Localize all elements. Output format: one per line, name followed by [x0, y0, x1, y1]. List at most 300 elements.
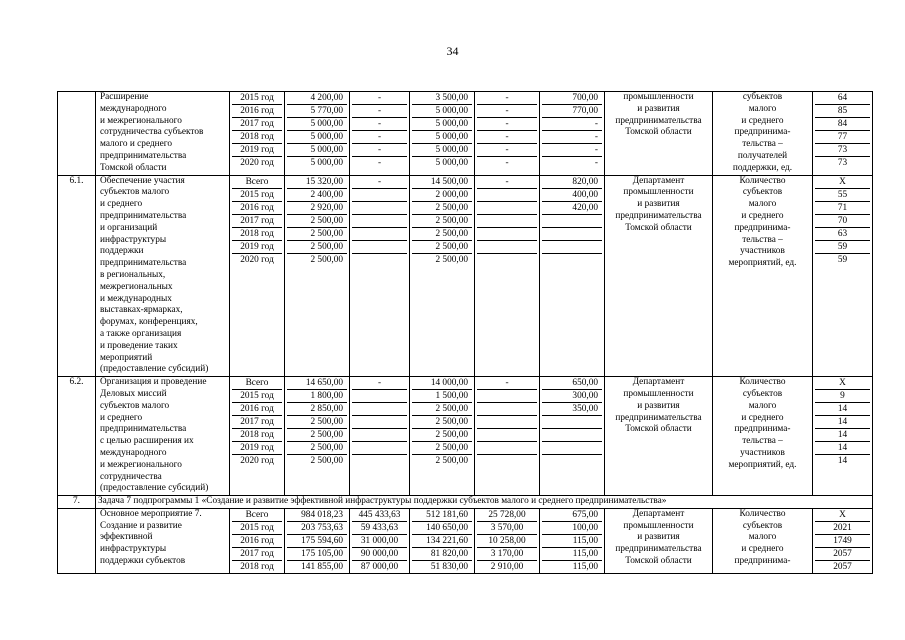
year-cell-line: 2015 год [232, 92, 282, 105]
local-cell [475, 92, 540, 176]
executor [605, 175, 713, 377]
federal-cell-line: - [377, 158, 382, 168]
indicator-name-line: поддержки, ед. [732, 162, 793, 173]
regional-cell-line: 2 500,00 [435, 456, 468, 467]
federal-cell-line [352, 215, 407, 228]
regional-cell-line: 81 820,00 [412, 548, 472, 561]
executor-line: и развития [637, 532, 680, 543]
federal-cell-line: - [352, 144, 407, 157]
extra-cell-line [542, 442, 602, 455]
executor-line: предпринимательства [615, 412, 702, 423]
year-cell-line: 2016 год [232, 105, 282, 118]
executor-line: промышленности [623, 388, 694, 399]
federal-cell-line: - [352, 118, 407, 131]
executor-line: промышленности [623, 187, 694, 198]
regional-cell-line: 5 000,00 [412, 131, 472, 144]
task-title: Задача 7 подпрограммы 1 «Создание и развитие эффективной инфраструктуры поддержки субъектов малого и среднего предпринимательства» [96, 496, 873, 509]
federal-cell-line [352, 403, 407, 416]
local-cell-line: 10 258,00 [477, 535, 537, 548]
table-row [58, 508, 873, 573]
activity-name-line: Обеспечение участия [100, 175, 185, 186]
activity-name-line: и проведение таких [100, 340, 178, 351]
activity-name [96, 377, 230, 496]
regional-cell-line: 140 650,00 [412, 522, 472, 535]
activity-name-line: поддержки субъектов [100, 556, 186, 567]
regional-cell-line: 5 000,00 [412, 118, 472, 131]
local-cell-line [477, 455, 537, 467]
local-cell-line [477, 241, 537, 254]
indicator-name-line: субъектов [742, 388, 783, 399]
indicator-value-line: 59 [815, 241, 870, 254]
executor [605, 377, 713, 496]
executor-line: Томской области [625, 222, 692, 233]
activity-name-line: мероприятий [100, 352, 153, 363]
local-cell-line [477, 228, 537, 241]
extra-cell-line [542, 455, 602, 467]
total-cell-line: 5 000,00 [287, 131, 347, 144]
total-cell-line: 5 000,00 [310, 158, 343, 168]
total-cell-line: 2 500,00 [287, 442, 347, 455]
activity-name-line: в региональных, [100, 269, 166, 280]
federal-cell-line: - [352, 92, 407, 105]
local-cell-line: - [477, 377, 537, 390]
indicator-name-line: тельства – [742, 234, 783, 245]
indicator-name-line: мероприятий, ед. [728, 459, 797, 470]
year-cell-line: 2018 год [232, 429, 282, 442]
indicator-value [813, 92, 873, 176]
total-cell-line: 2 500,00 [287, 215, 347, 228]
indicator-value-line: 14 [837, 456, 848, 467]
activity-name-line: предпринимательства [100, 210, 187, 221]
regional-cell-line: 2 500,00 [412, 416, 472, 429]
activity-name [96, 175, 230, 377]
indicator-value-line: 1749 [815, 535, 870, 548]
indicator-name-line: мероприятий, ед. [728, 258, 797, 269]
regional-cell-line: 2 500,00 [412, 429, 472, 442]
federal-cell-line [352, 202, 407, 215]
executor-line: предпринимательства [615, 544, 702, 555]
executor-line: промышленности [623, 520, 694, 531]
federal-cell-line [352, 416, 407, 429]
local-cell [475, 377, 540, 496]
federal-cell-line [352, 390, 407, 403]
executor-line: Томской области [625, 556, 692, 567]
total-cell-line: 2 400,00 [287, 189, 347, 202]
total-cell-line: 2 500,00 [310, 254, 343, 265]
federal-cell-line: 445 433,63 [352, 509, 407, 522]
total-cell-line: 2 920,00 [287, 202, 347, 215]
total-cell-line: 2 500,00 [287, 429, 347, 442]
indicator-value-line: 70 [815, 215, 870, 228]
extra-cell-line: 350,00 [542, 403, 602, 416]
total-cell [285, 92, 350, 176]
indicator-name-line: участников [740, 246, 785, 257]
total-cell-line: 2 850,00 [287, 403, 347, 416]
extra-cell-line: - [542, 118, 602, 131]
year-cell-line: Всего [232, 176, 282, 189]
year-cell-line: 2016 год [232, 403, 282, 416]
federal-cell-line: 31 000,00 [352, 535, 407, 548]
year-cell [230, 92, 285, 176]
local-cell-line: - [505, 158, 509, 168]
activity-name [96, 508, 230, 573]
activity-name-line: и среднего [100, 412, 143, 423]
total-cell-line: 5 770,00 [287, 105, 347, 118]
federal-cell-line [352, 429, 407, 442]
activity-name-line: Деловых миссий [100, 388, 167, 399]
local-cell-line: 2 910,00 [490, 561, 524, 572]
indicator-name-line: и среднего [741, 210, 784, 221]
indicator-name-line: и среднего [741, 544, 784, 555]
activity-name-line: и организаций [100, 222, 158, 233]
indicator-value-line: 73 [815, 144, 870, 157]
total-cell-line: 141 855,00 [301, 561, 343, 572]
extra-cell-line [542, 254, 602, 266]
local-cell-line [477, 442, 537, 455]
year-cell-line: 2018 год [232, 228, 282, 241]
indicator-name-line: малого [748, 532, 777, 543]
total-cell-line: 175 594,60 [287, 535, 347, 548]
table-row [58, 377, 873, 496]
federal-cell-line: - [352, 105, 407, 118]
extra-cell-line: - [594, 158, 598, 168]
activity-name-line: с целью расширения их [100, 436, 194, 447]
extra-cell-line: 820,00 [542, 176, 602, 189]
year-cell-line: 2016 год [232, 202, 282, 215]
total-cell-line: 1 800,00 [287, 390, 347, 403]
local-cell-line: - [477, 131, 537, 144]
federal-cell [350, 175, 410, 377]
activity-name-line: эффективной [100, 532, 153, 543]
executor-line: Томской области [625, 127, 692, 138]
indicator-value-line: 55 [815, 189, 870, 202]
federal-cell-line: 59 433,63 [352, 522, 407, 535]
indicator-value-line: X [815, 377, 870, 390]
indicator-name-line: предпринима- [734, 127, 791, 138]
activity-name-line: Томской области [100, 162, 167, 173]
extra-cell-line: 100,00 [542, 522, 602, 535]
indicator-name-line: Количество [739, 377, 786, 388]
activity-name-line: Расширение [100, 92, 149, 102]
regional-cell-line: 2 500,00 [412, 215, 472, 228]
indicator-name-line: получателей [737, 150, 788, 161]
indicator-name-line: предпринима- [734, 222, 791, 233]
year-cell-line: 2020 год [240, 158, 274, 168]
indicator-value-line: 9 [815, 390, 870, 403]
local-cell-line [477, 254, 537, 266]
federal-cell-line: - [352, 131, 407, 144]
indicator-value-line: 64 [815, 92, 870, 105]
executor-line: промышленности [623, 92, 694, 102]
activity-name-line: инфраструктуры [100, 544, 167, 555]
activity-name-line: и межрегионального [100, 115, 182, 126]
row-number: 6.1. [58, 175, 96, 377]
local-cell-line: 3 570,00 [477, 522, 537, 535]
indicator-name-line: субъектов [742, 520, 783, 531]
activity-name-line: и международных [100, 293, 172, 304]
extra-cell-line: - [542, 131, 602, 144]
regional-cell-line: 3 500,00 [412, 92, 472, 105]
indicator-value [813, 175, 873, 377]
activity-name-line: субъектов малого [100, 400, 170, 411]
year-cell-line: 2018 год [240, 561, 274, 572]
activity-name-line: и межрегионального [100, 459, 182, 470]
indicator-value-line: 77 [815, 131, 870, 144]
activity-name-line: сотрудничества [100, 471, 162, 482]
extra-cell-line: 300,00 [542, 390, 602, 403]
indicator-name-line: тельства – [742, 436, 783, 447]
indicator-value-line: X [815, 176, 870, 189]
indicator-value-line: 14 [815, 403, 870, 416]
activity-name-line: инфраструктуры [100, 234, 167, 245]
table-row [58, 175, 873, 377]
year-cell [230, 508, 285, 573]
local-cell-line: - [477, 118, 537, 131]
indicator-value [813, 508, 873, 573]
year-cell-line: 2017 год [232, 548, 282, 561]
regional-cell [410, 377, 475, 496]
regional-cell-line: 2 000,00 [412, 189, 472, 202]
activity-name-line: предпринимательства [100, 150, 187, 161]
indicator-value-line: 2021 [815, 522, 870, 535]
year-cell-line: 2016 год [232, 535, 282, 548]
activity-name-line: сотрудничества субъектов [100, 127, 204, 138]
year-cell-line: 2015 год [232, 522, 282, 535]
executor-line: Томской области [625, 424, 692, 435]
federal-cell-line: - [352, 377, 407, 390]
year-cell-line: 2019 год [232, 442, 282, 455]
total-cell [285, 377, 350, 496]
extra-cell-line [542, 228, 602, 241]
regional-cell [410, 92, 475, 176]
regional-cell [410, 175, 475, 377]
indicator-value-line: 73 [837, 158, 848, 168]
regional-cell-line: 2 500,00 [412, 241, 472, 254]
regional-cell [410, 508, 475, 573]
total-cell [285, 175, 350, 377]
indicator-value-line: 59 [837, 254, 848, 265]
extra-cell-line: 420,00 [542, 202, 602, 215]
indicator-name-line: малого [748, 103, 777, 114]
indicator-name-line: Количество [739, 175, 786, 186]
federal-cell [350, 377, 410, 496]
activity-name-line: форумах, конференциях, [100, 317, 198, 328]
local-cell-line [477, 416, 537, 429]
extra-cell-line: 115,00 [572, 561, 598, 572]
total-cell-line: 2 500,00 [287, 241, 347, 254]
federal-cell-line [352, 455, 407, 467]
indicator-value-line: X [815, 509, 870, 522]
activity-name-line: Создание и развитие [100, 520, 182, 531]
year-cell [230, 377, 285, 496]
year-cell-line: 2019 год [232, 144, 282, 157]
page-number: 34 [446, 44, 459, 58]
regional-cell-line: 1 500,00 [412, 390, 472, 403]
indicator-name-line: малого [748, 199, 777, 210]
federal-cell-line: 90 000,00 [352, 548, 407, 561]
activity-name [96, 92, 230, 176]
federal-cell-line [352, 254, 407, 266]
year-cell-line: Всего [232, 377, 282, 390]
total-cell-line: 5 000,00 [287, 144, 347, 157]
indicator-name-line: субъектов [742, 92, 783, 102]
activity-name-line: выставках-ярмарках, [100, 305, 183, 316]
total-cell-line: 203 753,63 [287, 522, 347, 535]
activity-name-line: международного [100, 103, 167, 114]
year-cell-line: 2020 год [240, 456, 274, 467]
activity-name-line: малого и среднего [100, 139, 173, 150]
year-cell-line: 2017 год [232, 118, 282, 131]
task-row [58, 496, 873, 509]
total-cell [285, 508, 350, 573]
executor-line: предпринимательства [615, 115, 702, 126]
total-cell-line: 2 500,00 [287, 228, 347, 241]
indicator-value [813, 377, 873, 496]
regional-cell-line: 2 500,00 [412, 228, 472, 241]
indicator-name-line: предпринима- [734, 424, 791, 435]
total-cell-line: 2 500,00 [310, 456, 343, 467]
row-number: 7. [58, 496, 96, 509]
indicator-name [713, 377, 813, 496]
total-cell-line: 984 018,23 [287, 509, 347, 522]
indicator-name-line: участников [740, 447, 785, 458]
extra-cell-line [542, 215, 602, 228]
executor-line: Департамент [632, 175, 685, 186]
indicator-name-line: предпринима- [734, 556, 791, 567]
activity-name-line: международного [100, 447, 167, 458]
year-cell-line: 2018 год [232, 131, 282, 144]
local-cell [475, 508, 540, 573]
row-number [58, 508, 96, 573]
regional-cell-line: 14 500,00 [412, 176, 472, 189]
federal-cell [350, 92, 410, 176]
extra-cell-line: 115,00 [542, 548, 602, 561]
year-cell-line: 2020 год [240, 254, 274, 265]
table-row [58, 92, 873, 176]
local-cell-line [477, 403, 537, 416]
federal-cell-line: 87 000,00 [360, 561, 399, 572]
extra-cell-line: 770,00 [542, 105, 602, 118]
indicator-name-line: субъектов [742, 187, 783, 198]
extra-cell-line: - [542, 144, 602, 157]
activity-name-line: Основное мероприятие 7. [100, 508, 202, 519]
indicator-name [713, 92, 813, 176]
total-cell-line: 15 320,00 [287, 176, 347, 189]
regional-cell-line: 134 221,60 [412, 535, 472, 548]
local-cell-line: - [477, 144, 537, 157]
indicator-name-line: тельства – [742, 139, 783, 150]
regional-cell-line: 51 830,00 [430, 561, 468, 572]
federal-cell-line [352, 189, 407, 202]
extra-cell [540, 92, 605, 176]
local-cell-line: 25 728,00 [477, 509, 537, 522]
year-cell-line: 2015 год [232, 189, 282, 202]
extra-cell-line [542, 241, 602, 254]
extra-cell-line [542, 429, 602, 442]
local-cell-line: - [477, 92, 537, 105]
federal-cell-line [352, 442, 407, 455]
indicator-value-line: 14 [815, 416, 870, 429]
total-cell-line: 2 500,00 [287, 416, 347, 429]
activity-name-line: а также организация [100, 328, 182, 339]
extra-cell-line: 700,00 [542, 92, 602, 105]
local-cell-line: 3 170,00 [477, 548, 537, 561]
regional-cell-line: 2 500,00 [412, 202, 472, 215]
extra-cell-line: 675,00 [542, 509, 602, 522]
indicator-value-line: 2057 [833, 561, 852, 572]
year-cell-line: 2017 год [232, 215, 282, 228]
federal-cell-line [352, 241, 407, 254]
executor-line: Департамент [632, 377, 685, 388]
regional-cell-line: 5 000,00 [412, 144, 472, 157]
executor [605, 508, 713, 573]
regional-cell-line: 14 000,00 [412, 377, 472, 390]
indicator-value-line: 14 [815, 442, 870, 455]
activity-name-line: предпринимательства [100, 258, 187, 269]
executor-line: и развития [637, 199, 680, 210]
executor-line: и развития [637, 103, 680, 114]
extra-cell-line: 650,00 [542, 377, 602, 390]
federal-cell [350, 508, 410, 573]
executor-line: Департамент [632, 508, 685, 519]
extra-cell-line: 400,00 [542, 189, 602, 202]
indicator-value-line: 14 [815, 429, 870, 442]
extra-cell [540, 377, 605, 496]
regional-cell-line: 2 500,00 [412, 403, 472, 416]
activity-name-line: предпринимательства [100, 424, 187, 435]
indicator-name-line: Количество [739, 508, 786, 519]
year-cell-line: 2017 год [232, 416, 282, 429]
local-cell-line: - [477, 105, 537, 118]
indicator-name [713, 508, 813, 573]
total-cell-line: 14 650,00 [287, 377, 347, 390]
activity-name-line: поддержки [100, 246, 144, 257]
local-cell-line [477, 429, 537, 442]
regional-cell-line: 5 000,00 [435, 158, 468, 168]
extra-cell [540, 508, 605, 573]
activity-name-line: (предоставление субсидий) [100, 364, 209, 375]
local-cell [475, 175, 540, 377]
local-cell-line: - [477, 176, 537, 189]
local-cell-line [477, 189, 537, 202]
local-cell-line [477, 215, 537, 228]
year-cell [230, 175, 285, 377]
row-number [58, 92, 96, 176]
indicator-value-line: 85 [815, 105, 870, 118]
federal-cell-line [352, 228, 407, 241]
extra-cell-line: 115,00 [542, 535, 602, 548]
activity-name-line: и среднего [100, 199, 143, 210]
indicator-value-line: 2057 [815, 548, 870, 561]
year-cell-line: 2015 год [232, 390, 282, 403]
total-cell-line: 5 000,00 [287, 118, 347, 131]
indicator-name [713, 175, 813, 377]
executor [605, 92, 713, 176]
activity-name-line: (предоставление субсидий) [100, 483, 209, 494]
activity-name-line: межрегиональных [100, 281, 173, 292]
total-cell-line: 4 200,00 [287, 92, 347, 105]
indicator-name-line: малого [748, 400, 777, 411]
local-cell-line [477, 202, 537, 215]
extra-cell-line [542, 416, 602, 429]
activity-name-line: субъектов малого [100, 187, 170, 198]
regional-cell-line: 2 500,00 [435, 254, 468, 265]
regional-cell-line: 5 000,00 [412, 105, 472, 118]
row-number: 6.2. [58, 377, 96, 496]
year-cell-line: Всего [232, 509, 282, 522]
total-cell-line: 175 105,00 [287, 548, 347, 561]
activity-name-line: Организация и проведение [100, 377, 207, 388]
